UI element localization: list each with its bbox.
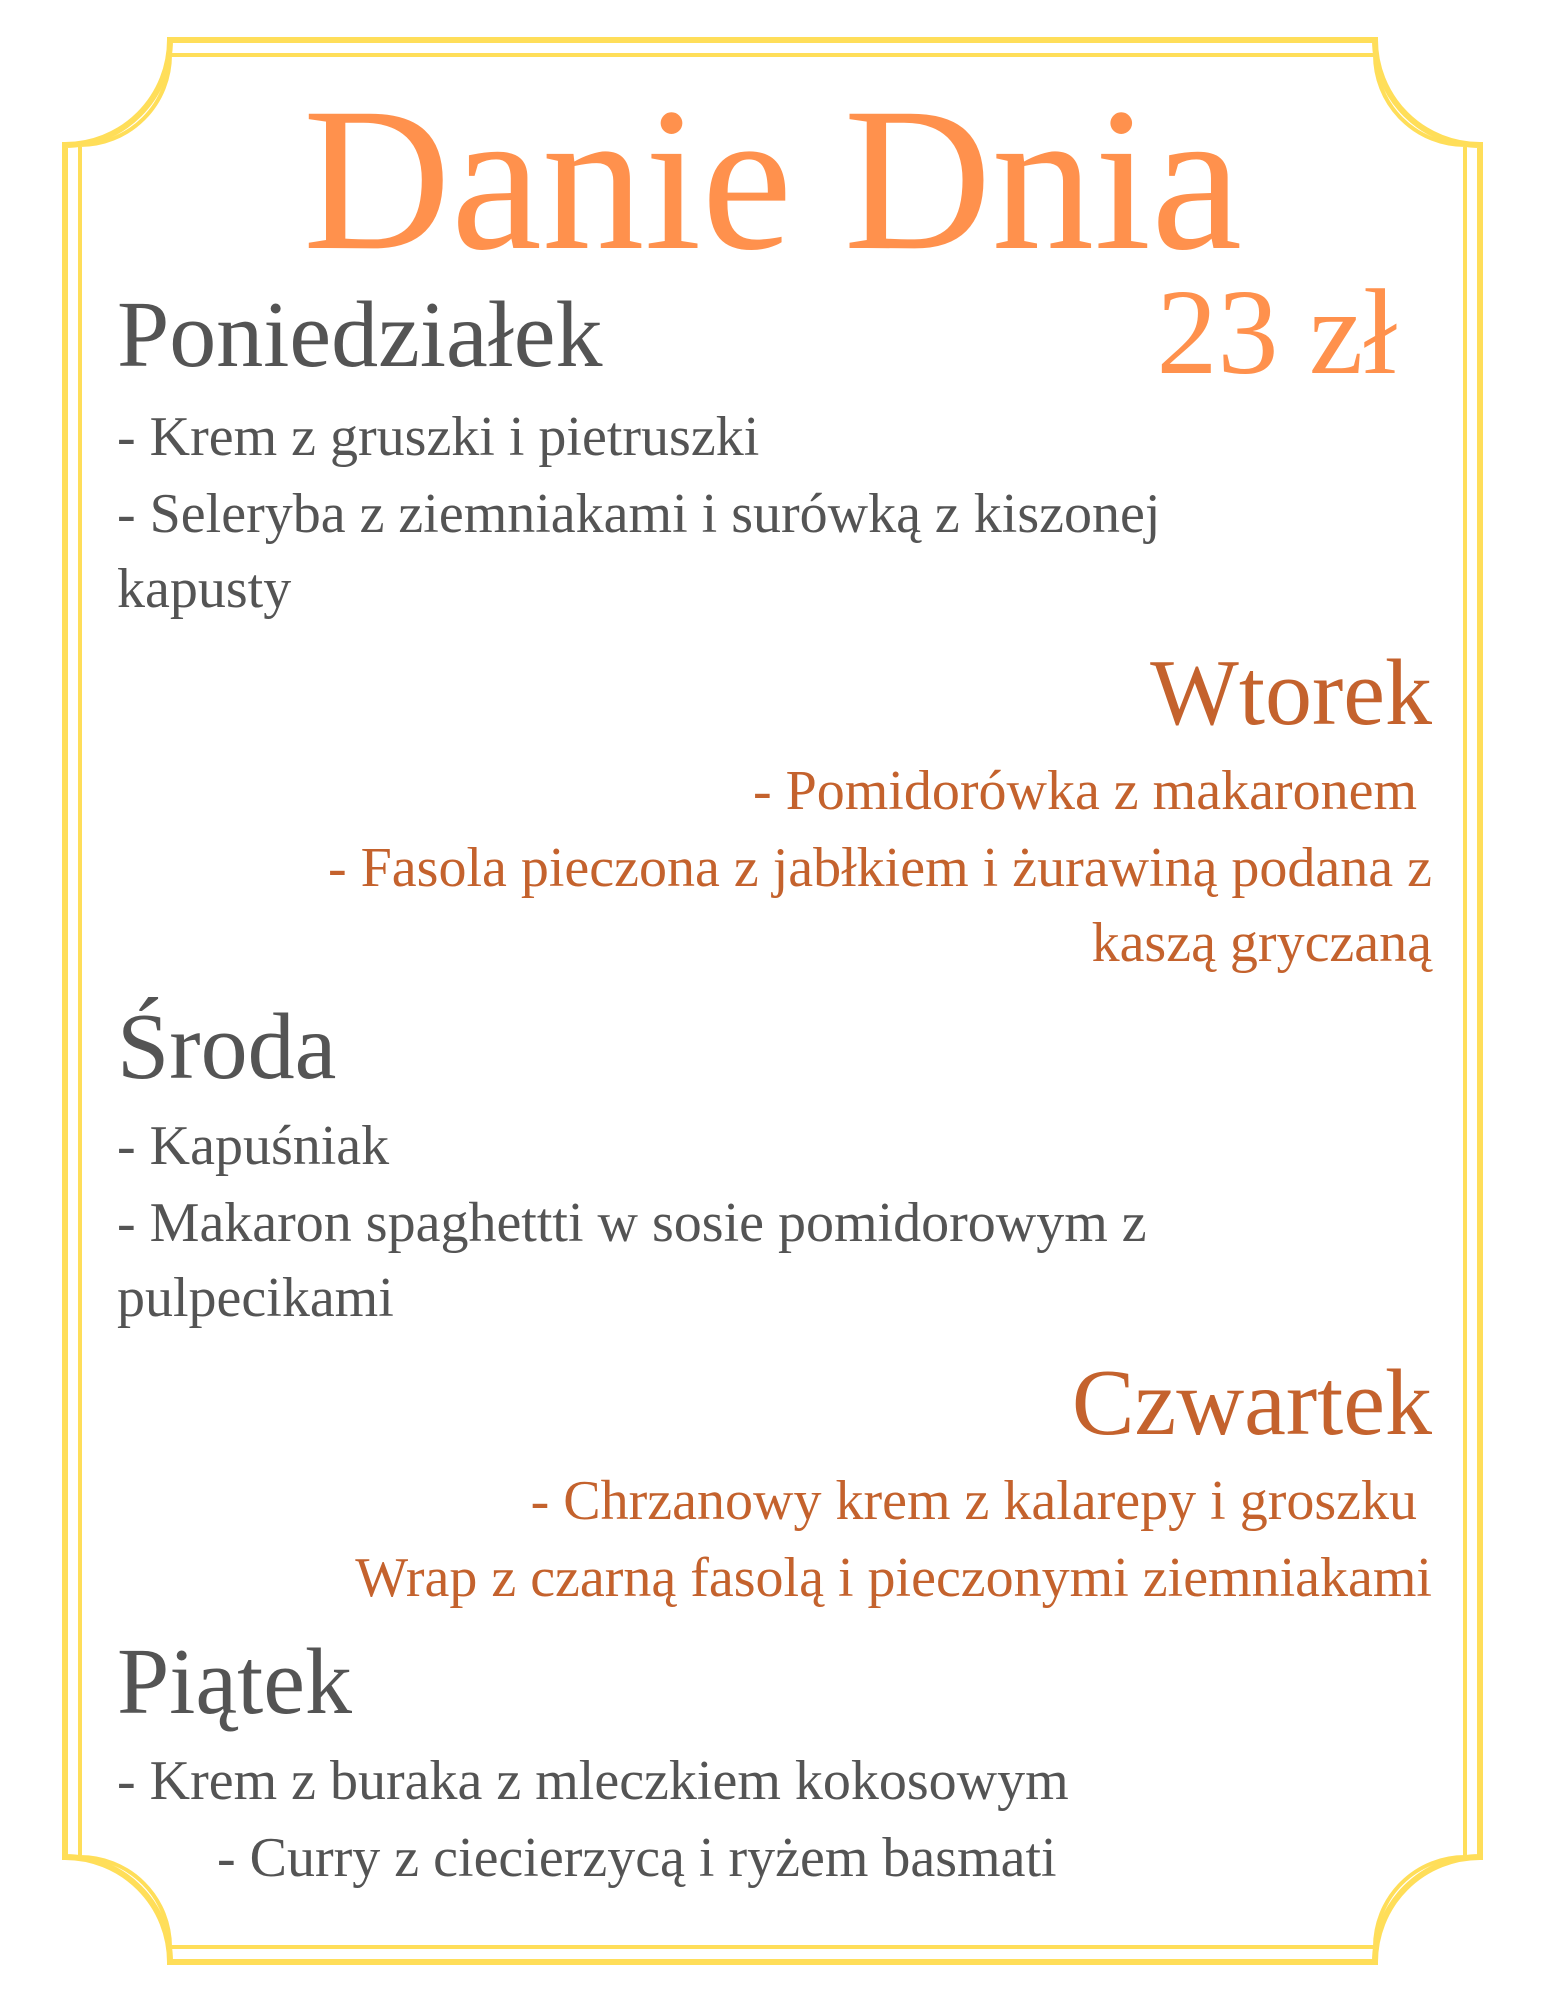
menu-line: kaszą gryczaną bbox=[1091, 912, 1432, 974]
menu-line: - Krem z gruszki i pietruszki bbox=[117, 406, 760, 468]
day-heading-wednesday: Środa bbox=[117, 995, 337, 1099]
menu-line: Wrap z czarną fasolą i pieczonymi ziemniakami bbox=[355, 1547, 1432, 1609]
menu-line: - Makaron spaghettti w sosie pomidorowym z bbox=[117, 1192, 1147, 1254]
menu-line: - Kapuśniak bbox=[117, 1115, 390, 1177]
menu-line: - Fasola pieczona z jabłkiem i żurawiną podana z bbox=[328, 837, 1432, 899]
page-title: Danie Dnia bbox=[302, 66, 1243, 293]
day-heading-tuesday: Wtorek bbox=[1150, 641, 1432, 745]
menu-line: - Curry z ciecierzycą i ryżem basmati bbox=[217, 1827, 1057, 1889]
menu-line: - Chrzanowy krem z kalarepy i groszku bbox=[530, 1470, 1417, 1532]
menu-line: pulpecikami bbox=[117, 1267, 394, 1329]
day-heading-friday: Piątek bbox=[117, 1630, 352, 1734]
day-heading-thursday: Czwartek bbox=[1071, 1351, 1432, 1455]
day-heading-monday: Poniedziałek bbox=[117, 283, 603, 387]
price-label: 23 zł bbox=[1156, 265, 1397, 400]
menu-line: kapusty bbox=[117, 558, 292, 620]
menu-line: - Pomidorówka z makaronem bbox=[752, 760, 1417, 822]
menu-line: - Seleryba z ziemniakami i surówką z kiszonej bbox=[117, 483, 1161, 545]
menu-line: - Krem z buraka z mleczkiem kokosowym bbox=[117, 1750, 1069, 1812]
